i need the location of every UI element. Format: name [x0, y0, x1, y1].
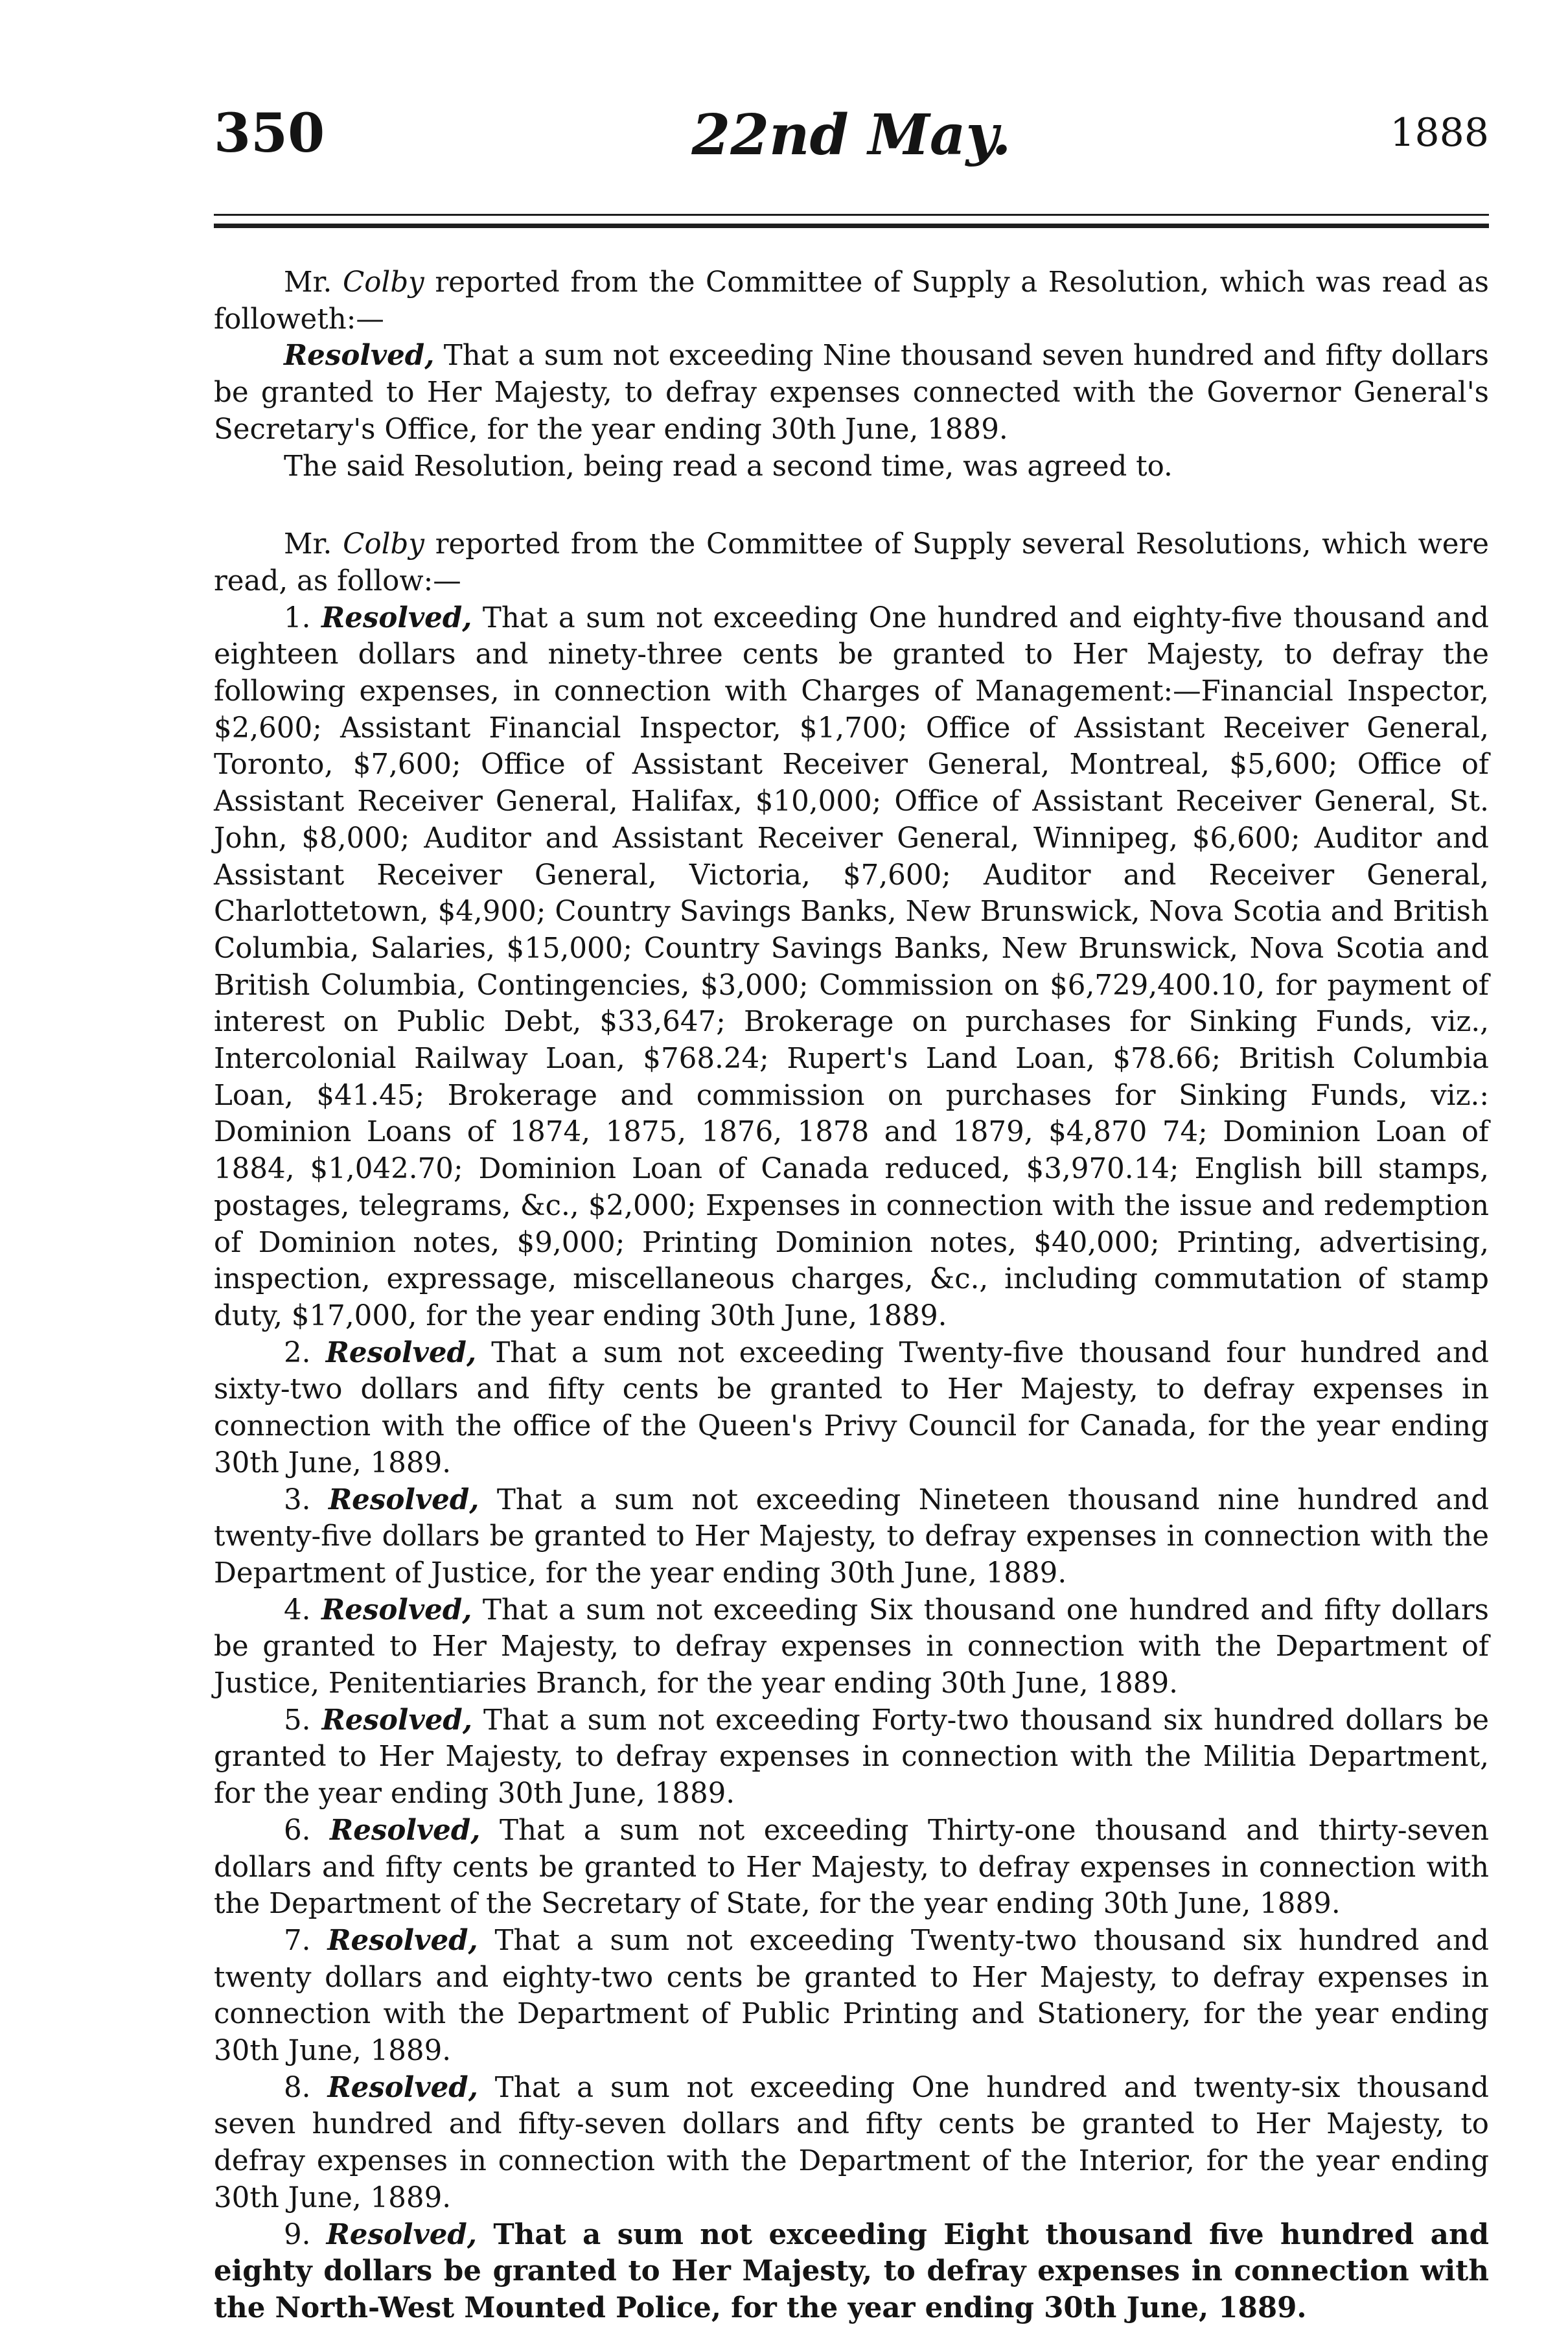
resolution-label: Resolved, — [321, 1703, 472, 1737]
resolution-label: Resolved, — [330, 1813, 481, 1847]
resolution-5 — [214, 1702, 1489, 1812]
resolution-6 — [214, 1812, 1489, 1923]
resolution-7 — [214, 1923, 1489, 2070]
resolution-number: 2. — [284, 1336, 311, 1369]
resolution-3 — [214, 1482, 1489, 1592]
report-2-intro — [214, 526, 1489, 599]
resolution-2 — [214, 1335, 1489, 1482]
resolution-number: 8. — [284, 2071, 311, 2104]
agreed-text: The said Resolution, being read a second time, was agreed to. — [284, 450, 1173, 483]
report-1-intro — [214, 264, 1489, 338]
report-intro-text: reported from the Committee of Supply several Resolutions, which were read, as follow:— — [214, 528, 1489, 597]
resolution-1 — [214, 600, 1489, 1335]
page-number: 350 — [214, 102, 325, 165]
resolution-label: Resolved, — [325, 1336, 477, 1369]
resolution-text: That a sum not exceeding Forty-two thousand six hundred dollars be granted to Her Majesty, to defray expenses in connection with the Militia Department, for the year ending 30th June, 1889. — [214, 1704, 1490, 1811]
member-prefix: Mr. — [284, 266, 332, 299]
page-year: 1888 — [1390, 110, 1489, 156]
resolution-number: 6. — [284, 1814, 311, 1847]
resolution-label: Resolved, — [329, 1483, 479, 1516]
resolution-text: That a sum not exceeding Eight thousand five hundred and eighty dollars be granted to Her Majesty, to defray expenses in connection with the North-West Mounted Police, for the year ending 30th June, 1889. — [214, 2217, 1489, 2324]
resolution-label: Resolved, — [327, 1923, 478, 1957]
resolution-label: Resolved, — [321, 601, 472, 634]
resolution-label: Resolved, — [284, 339, 435, 373]
journal-text — [214, 264, 1489, 2327]
paragraph-gap — [214, 485, 1489, 526]
resolution-number: 1. — [284, 601, 311, 634]
resolution-number: 9. — [284, 2218, 311, 2251]
resolution-text: That a sum not exceeding Nineteen thousand nine hundred and twenty-five dollars be granted to Her Majesty, to defray expenses in connection with the Department of Justice, for the year ending 30th June, 1889. — [214, 1483, 1489, 1590]
resolution-number: 3. — [284, 1483, 311, 1516]
page-date: 22nd May. — [691, 102, 1011, 168]
resolution-text: That a sum not exceeding Twenty-two thousand six hundred and twenty dollars and eighty-two cents be granted to Her Majesty, to defray expenses in connection with the Department of Public Printing and Stationery, for the year ending 30th June, 1889. — [214, 1924, 1489, 2068]
resolution-text: That a sum not exceeding Six thousand one hundred and fifty dollars be granted to Her Majesty, to defray expenses in connection with the Department of Justice, Penitentiaries Branch, for the year ending 30th June, 1889. — [214, 1593, 1490, 1700]
member-name: Colby — [342, 266, 424, 299]
report-1-agreed — [214, 448, 1489, 485]
resolution-label: Resolved, — [326, 2217, 477, 2251]
header-rule-thin — [214, 214, 1489, 216]
resolution-number: 5. — [284, 1704, 311, 1737]
resolution-label: Resolved, — [327, 2070, 478, 2104]
resolution-text: That a sum not exceeding One hundred and twenty-six thousand seven hundred and fifty-seven dollars and fifty cents be granted to Her Majesty, to defray expenses in connection with the Department of the Interior, for the year ending 30th June, 1889. — [214, 2071, 1490, 2214]
resolution-label: Resolved, — [321, 1593, 472, 1627]
resolution-text: That a sum not exceeding Twenty-five thousand four hundred and sixty-two dollars and fifty cents be granted to Her Majesty, to defray expenses in connection with the office of the Queen's Privy Council for Canada, for the year ending 30th June, 1889. — [214, 1336, 1489, 1479]
member-prefix: Mr. — [284, 528, 332, 561]
report-1-resolution — [214, 338, 1489, 448]
resolution-number: 4. — [284, 1593, 311, 1627]
resolution-8 — [214, 2070, 1489, 2217]
resolution-9 — [214, 2217, 1489, 2327]
resolution-text: That a sum not exceeding Nine thousand seven hundred and fifty dollars be granted to Her Majesty, to defray expenses connected with the Governor General's Secretary's Office, for the year ending 30th June, 1889. — [214, 340, 1489, 446]
page-header — [214, 102, 1489, 174]
resolution-number: 7. — [284, 1924, 311, 1957]
report-intro-text: reported from the Committee of Supply a Resolution, which was read as followeth:— — [214, 266, 1489, 336]
resolution-text: That a sum not exceeding Thirty-one thousand and thirty-seven dollars and fifty cents be granted to Her Majesty, to defray expenses in connection with the Department of the Secretary of State, for the year ending 30th June, 1889. — [214, 1814, 1489, 1921]
resolution-text: That a sum not exceeding One hundred and eighty-five thousand and eighteen dollars and ninety-three cents be granted to Her Majesty, to defray the following expenses, in connection with Charges of Management:—Financial Inspector, $2,600; Assistant Financial Inspector, $1,700; Office of Assistant Receiver General, Toronto, $7,600; Office of Assistant Receiver General, Montreal, $5,600; Office of Assistant Receiver General, Halifax, $10,000; Office of Assistant Receiver General, St. John, $8,000; Auditor and Assistant Receiver General, Winnipeg, $6,600; Auditor and Assistant Receiver General, Victoria, $7,600; Auditor and Receiver General, Charlottetown, $4,900; Country Savings Banks, New Brunswick, Nova Scotia and British Columbia, Salaries, $15,000; Country Savings Banks, New Brunswick, Nova Scotia and British Columbia, Contingencies, $3,000; Commission on $6,729,400.10, for payment of interest on Public Debt, $33,647; Brokerage on purchases for Sinking Funds, viz., Intercolonial Railway Loan, $768.24; Rupert's Land Loan, $78.66; British Columbia Loan, $41.45; Brokerage and commission on purchases for Sinking Funds, viz.: Dominion Loans of 1874, 1875, 1876, 1878 and 1879, $4,870 74; Dominion Loan of 1884, $1,042.70; Dominion Loan of Canada reduced, $3,970.14; English bill stamps, postages, telegrams, &c., $2,000; Expenses in connection with the issue and redemption of Dominion notes, $9,000; Printing Dominion notes, $40,000; Printing, advertising, inspection, expressage, miscellaneous charges, &c., including commutation of stamp duty, $17,000, for the year ending 30th June, 1889. — [214, 601, 1489, 1332]
resolution-4 — [214, 1592, 1489, 1702]
member-name: Colby — [343, 528, 424, 561]
header-rule-thick — [214, 224, 1489, 228]
